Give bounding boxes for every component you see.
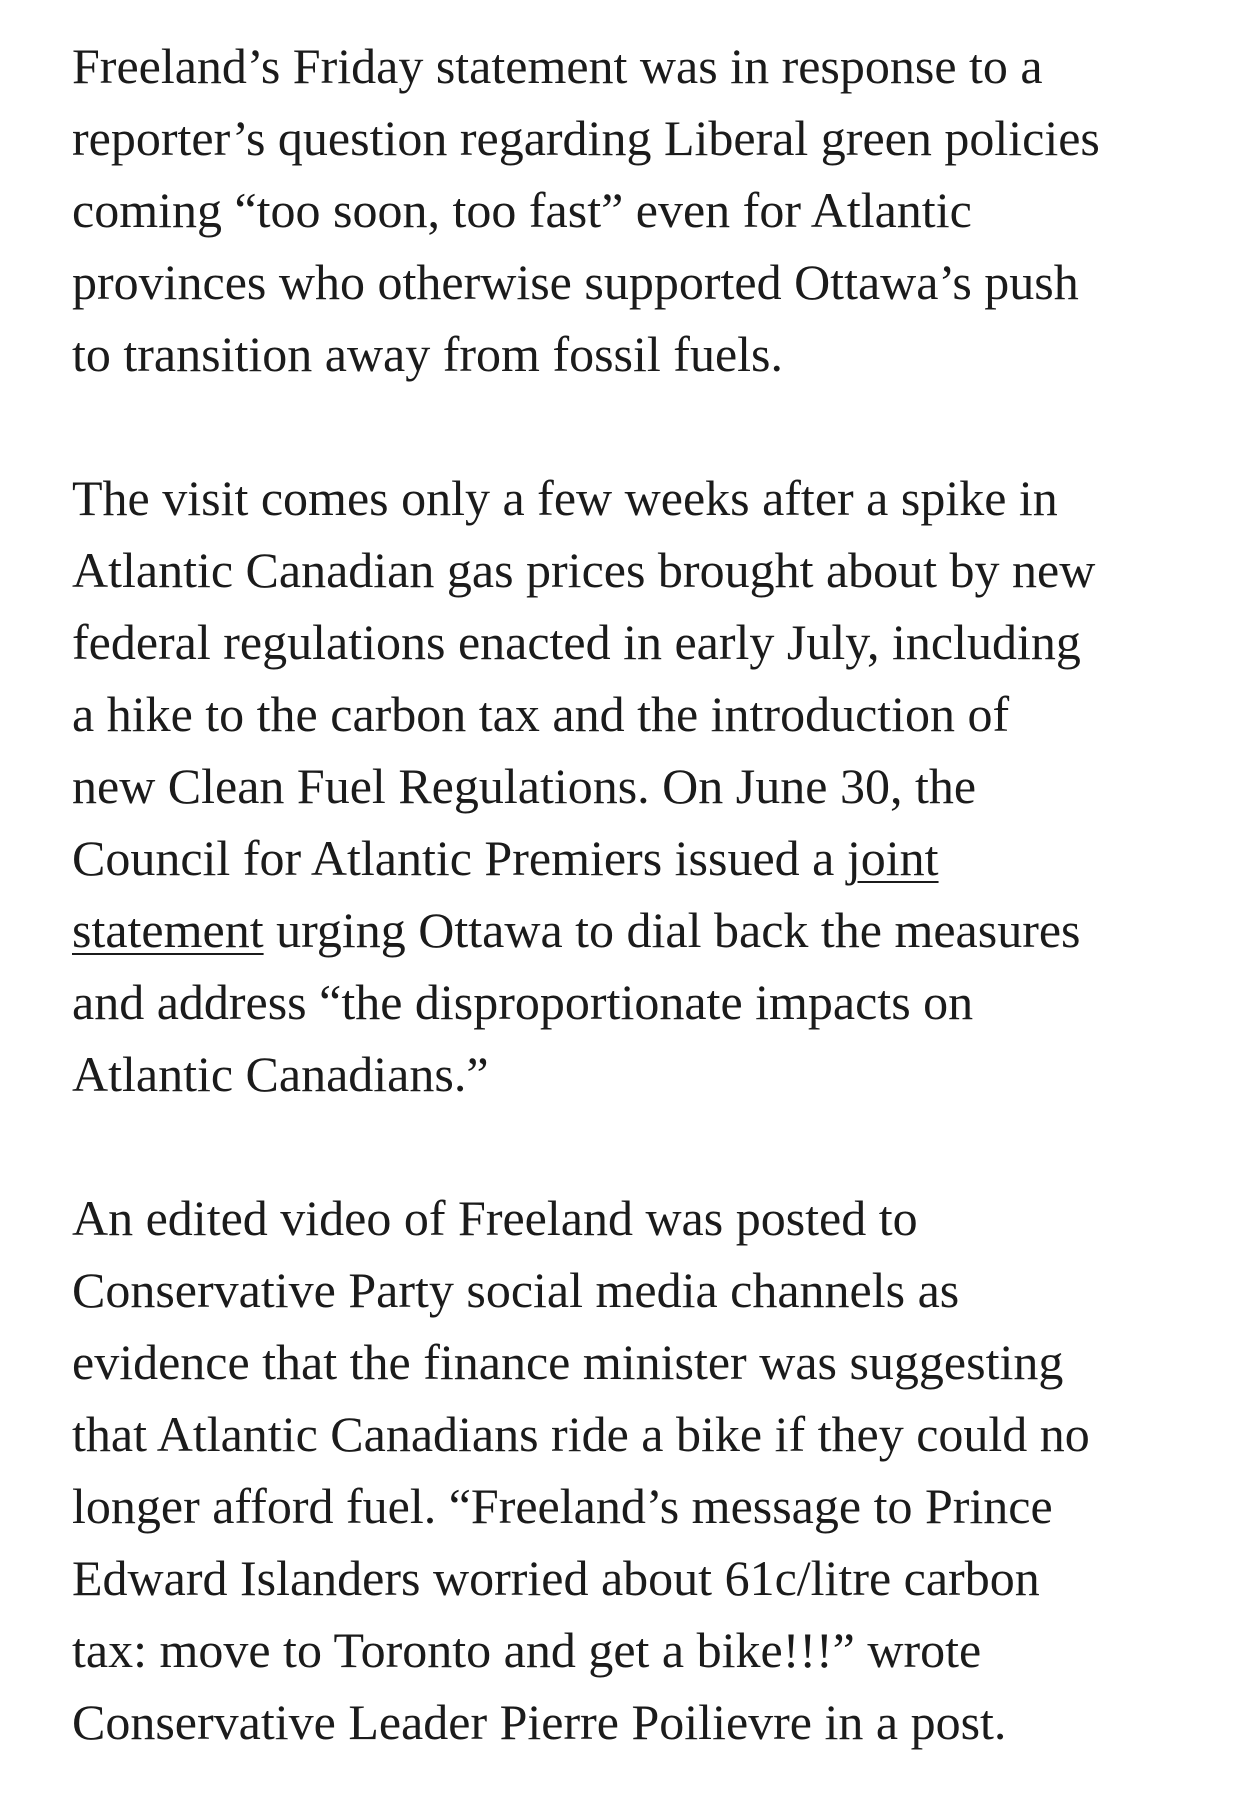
paragraph-gas-prices xyxy=(72,462,1170,1110)
joint-statement-link-part1[interactable]: joint xyxy=(846,830,939,886)
paragraph-line: evidence that the finance minister was suggesting xyxy=(72,1334,1064,1390)
paragraph-text: urging Ottawa to dial back the measures xyxy=(263,902,1081,958)
paragraph-line: federal regulations enacted in early July, including xyxy=(72,614,1081,670)
paragraph-line: longer afford fuel. “Freeland’s message to Prince xyxy=(72,1478,1053,1534)
paragraph-line xyxy=(72,822,1170,894)
paragraph-line: Atlantic Canadians.” xyxy=(72,1046,489,1102)
paragraph-line: reporter’s question regarding Liberal green policies xyxy=(72,110,1100,166)
paragraph-line: An edited video of Freeland was posted to xyxy=(72,1190,918,1246)
paragraph-line: and address “the disproportionate impacts on xyxy=(72,974,974,1030)
joint-statement-link-part2[interactable]: statement xyxy=(72,902,264,958)
paragraph-line: Edward Islanders worried about 61c/litre carbon xyxy=(72,1550,1040,1606)
paragraph-line: new Clean Fuel Regulations. On June 30, the xyxy=(72,758,977,814)
paragraph-line: to transition away from fossil fuels. xyxy=(72,326,783,382)
paragraph-line: coming “too soon, too fast” even for Atlantic xyxy=(72,182,972,238)
paragraph-line: Conservative Leader Pierre Poilievre in a post. xyxy=(72,1694,1007,1750)
paragraph-line: The visit comes only a few weeks after a spike in xyxy=(72,470,1058,526)
paragraph-line: Conservative Party social media channels as xyxy=(72,1262,960,1318)
paragraph-line: Atlantic Canadian gas prices brought about by new xyxy=(72,542,1096,598)
paragraph-line: provinces who otherwise supported Ottawa’s push xyxy=(72,254,1079,310)
paragraph-text: Council for Atlantic Premiers issued a xyxy=(72,830,847,886)
paragraph-line: that Atlantic Canadians ride a bike if they could no xyxy=(72,1406,1090,1462)
paragraph-line: a hike to the carbon tax and the introduction of xyxy=(72,686,1010,742)
paragraph-line: Freeland’s Friday statement was in response to a xyxy=(72,38,1043,94)
paragraph-edited-video xyxy=(72,1182,1170,1758)
paragraph-freeland-statement xyxy=(72,30,1170,390)
paragraph-line xyxy=(72,894,1170,966)
paragraph-line: tax: move to Toronto and get a bike!!!” wrote xyxy=(72,1622,982,1678)
